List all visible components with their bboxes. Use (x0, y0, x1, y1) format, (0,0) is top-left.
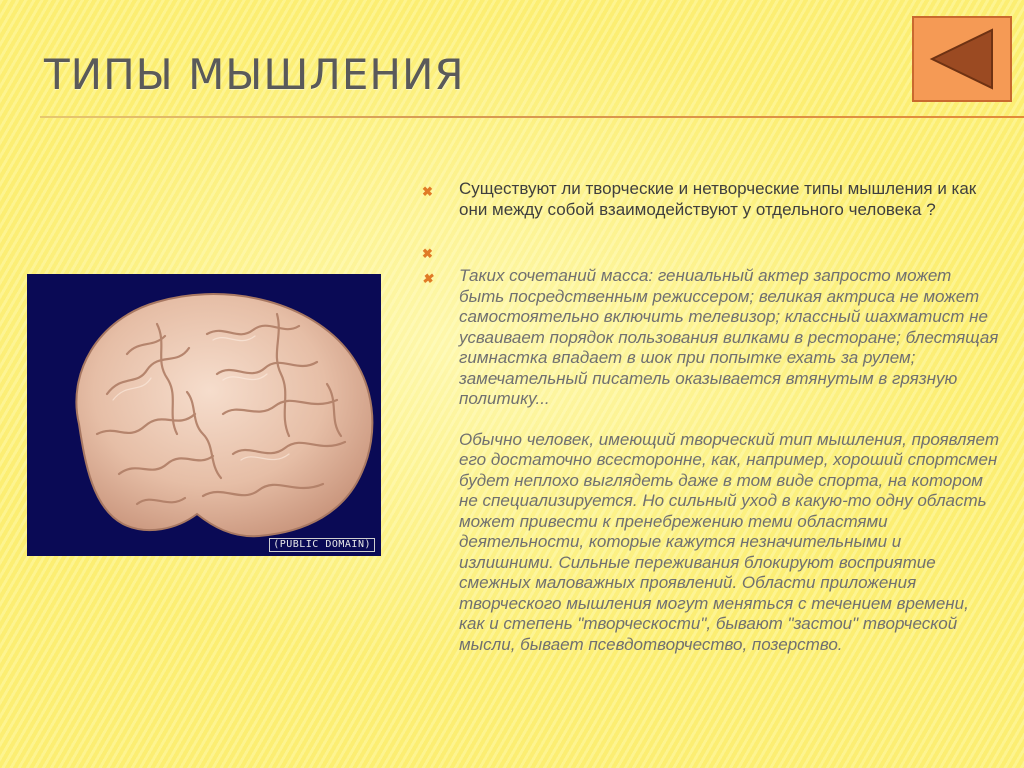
bullet-examples (422, 266, 999, 655)
brain-photo-icon (27, 274, 381, 556)
back-button[interactable] (912, 16, 1012, 102)
slide-title: ТИПЫ МЫШЛЕНИЯ (44, 50, 465, 99)
bullet-x-icon: ✖ (422, 271, 433, 286)
examples-paragraph-1: Таких сочетаний масса: гениальный актер запросто может быть посредственным режиссером; великая актриса не может самостоятельно включить телевизор; классный шахматист не усваивает порядок пользования вилками в ресторане; блестящая гимнастка впадает в шок при попытке ехать за рулем; замечательный писатель оказывается втянутым в грязную политику... (459, 266, 999, 408)
bullet-x-icon: ✖ (422, 184, 433, 199)
content-bullets (422, 178, 1002, 655)
brain-image (27, 274, 381, 556)
bullet-question (422, 178, 1002, 220)
title-underline (40, 116, 1024, 118)
bullet-x-icon: ✖ (422, 246, 433, 261)
bullet-question-text: Существуют ли творческие и нетворческие типы мышления и как они между собой взаимодействуют у отдельного человека ? (459, 179, 977, 219)
examples-paragraph-2: Обычно человек, имеющий творческий тип мышления, проявляет его достаточно всесторонне, как, например, хороший спортсмен будет неплохо выглядеть даже в том виде спорта, на котором не специализируется. Но сильный уход в какую-то одну область может привести к пренебрежению теми областями деятельности, которые кажутся незначительными и излишними. Сильные переживания блокируют восприятие смежных маловажных проявлений. Области приложения творческого мышления могут меняться с течением времени, как и степень "творческости", бывают "застои" творческой мысли, бывает псевдотворчество, позерство. (459, 429, 999, 654)
bullet-empty (422, 244, 1002, 266)
triangle-left-icon (914, 18, 1010, 100)
image-credit: (PUBLIC DOMAIN) (269, 538, 375, 552)
